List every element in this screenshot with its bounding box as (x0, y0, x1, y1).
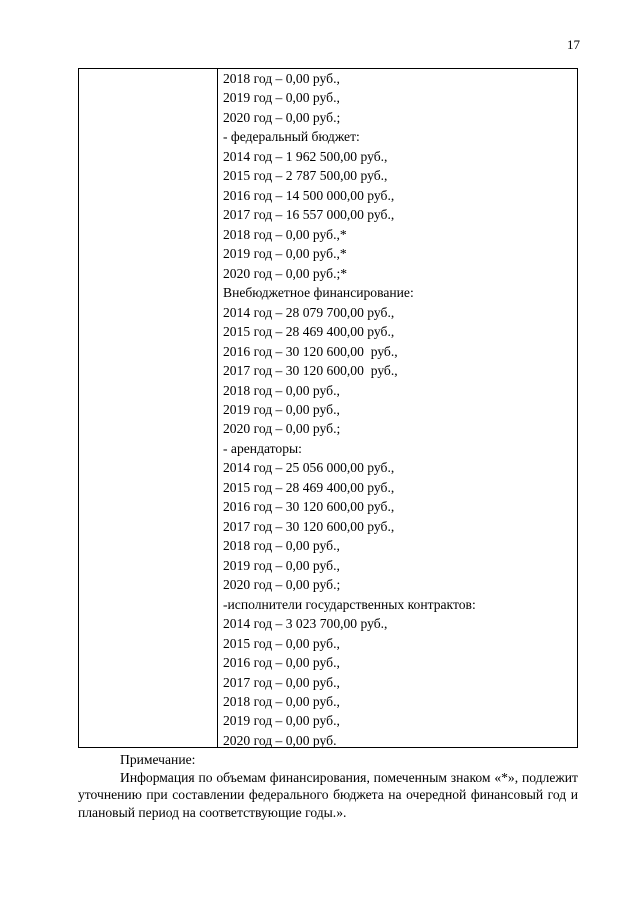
funding-entry: 2020 год – 0,00 руб.; (223, 577, 341, 593)
funding-table (78, 68, 578, 748)
funding-entry: 2014 год – 28 079 700,00 руб., (223, 304, 395, 320)
funding-entry: 2019 год – 0,00 руб., (223, 90, 340, 106)
section-heading-extrabudgetary: Внебюджетное финансирование: (223, 285, 414, 301)
funding-entry: 2017 год – 0,00 руб., (223, 674, 340, 690)
funding-entry: 2020 год – 0,00 руб.; (223, 421, 341, 437)
funding-entry: 2018 год – 0,00 руб., (223, 694, 340, 709)
funding-entry: 2019 год – 0,00 руб., (223, 401, 340, 417)
funding-entries-list (223, 69, 573, 750)
section-heading-contractors: -исполнители государственных контрактов: (223, 596, 476, 612)
funding-entry: 2015 год – 0,00 руб., (223, 635, 340, 651)
funding-entry: 2014 год – 1 962 500,00 руб., (223, 148, 388, 164)
funding-entry: 2017 год – 16 557 000,00 руб., (223, 207, 395, 223)
funding-entry: 2020 год – 0,00 руб.;* (223, 265, 348, 281)
funding-entry: 2016 год – 14 500 000,00 руб., (223, 187, 395, 203)
funding-entry: 2019 год – 0,00 руб., (223, 557, 340, 573)
note-block (78, 751, 578, 821)
funding-entry: 2018 год – 0,00 руб., (223, 71, 340, 86)
funding-entry: 2018 год – 0,00 руб., (223, 538, 340, 554)
funding-entry: 2017 год – 30 120 600,00 руб., (223, 518, 395, 534)
funding-entry: 2014 год – 3 023 700,00 руб., (223, 616, 388, 632)
funding-entry: 2015 год – 28 469 400,00 руб., (223, 324, 395, 340)
funding-entry: 2019 год – 0,00 руб.,* (223, 246, 347, 262)
funding-entry: 2017 год – 30 120 600,00 руб., (223, 363, 398, 379)
funding-entry: 2016 год – 0,00 руб., (223, 655, 340, 671)
table-right-cell (223, 69, 573, 747)
note-text: Информация по объемам финансирования, помеченным знаком «*», подлежит уточнению при составлении федерального бюджета на очередной финансовый год и плановый период на соответствующие годы.». (78, 769, 578, 820)
section-heading-tenants: - арендаторы: (223, 440, 302, 456)
funding-entry: 2015 год – 28 469 400,00 руб., (223, 479, 395, 495)
note-title: Примечание: (120, 752, 196, 767)
funding-entry: 2018 год – 0,00 руб., (223, 382, 340, 398)
funding-entry: 2019 год – 0,00 руб., (223, 713, 340, 729)
funding-entry: 2020 год – 0,00 руб. (223, 732, 337, 748)
funding-entry: 2020 год – 0,00 руб.; (223, 109, 341, 125)
page-number: 17 (567, 37, 580, 52)
funding-entry: 2015 год – 2 787 500,00 руб., (223, 168, 388, 184)
section-heading-federal-budget: - федеральный бюджет: (223, 129, 360, 145)
funding-entry: 2016 год – 30 120 600,00 руб., (223, 343, 398, 359)
funding-entry: 2016 год – 30 120 600,00 руб., (223, 499, 395, 515)
table-left-cell (79, 69, 218, 747)
funding-entry: 2014 год – 25 056 000,00 руб., (223, 460, 395, 476)
funding-entry: 2018 год – 0,00 руб.,* (223, 226, 347, 242)
